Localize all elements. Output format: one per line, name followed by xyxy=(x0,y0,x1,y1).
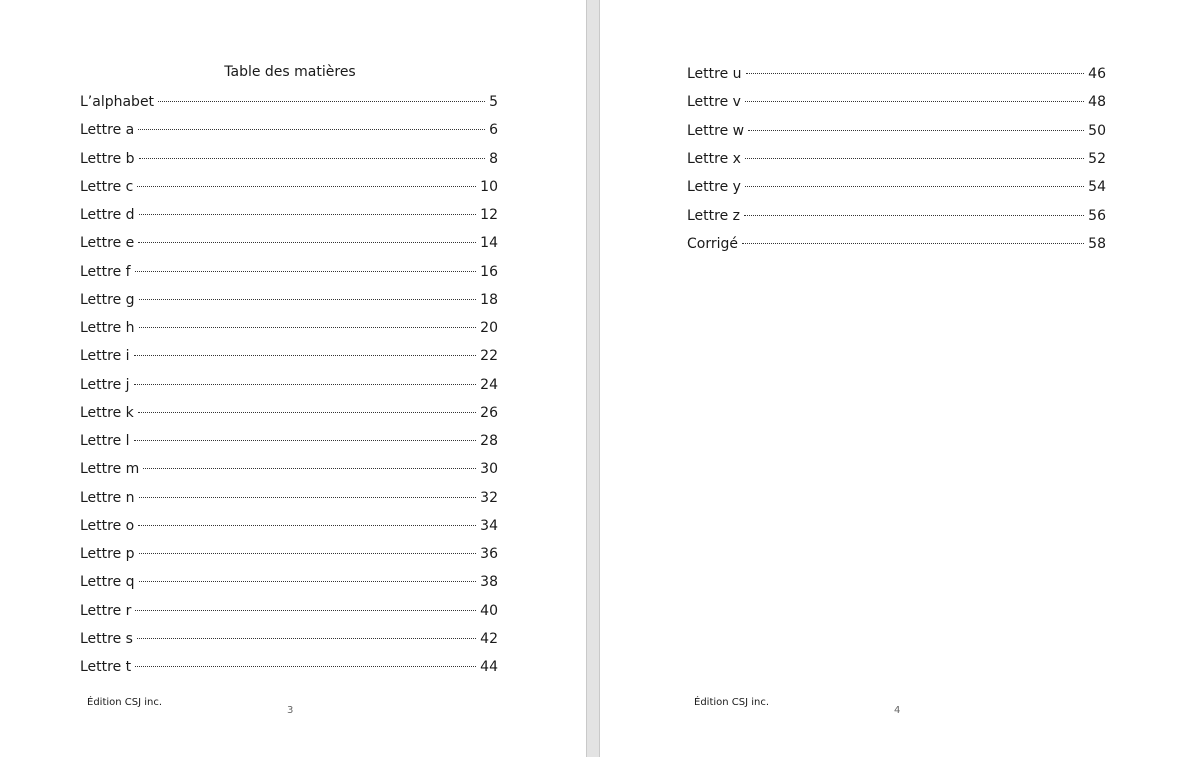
toc-dot-leader xyxy=(138,129,485,130)
toc-entry-page-number: 12 xyxy=(480,207,498,223)
toc-dot-leader xyxy=(158,101,485,102)
toc-dot-leader xyxy=(139,553,477,554)
toc-entry xyxy=(80,657,498,677)
toc-dot-leader xyxy=(745,158,1084,159)
toc-entry-page-number: 58 xyxy=(1088,235,1106,252)
toc-dot-leader xyxy=(137,638,476,639)
toc-entry-label: Lettre q xyxy=(80,574,135,591)
toc-entry-label: Lettre o xyxy=(80,517,135,534)
toc-entry-label: Lettre k xyxy=(80,404,134,421)
toc-entry xyxy=(80,459,498,479)
toc-entry xyxy=(687,92,1106,112)
toc-entry-page-number: 24 xyxy=(480,376,498,393)
toc-entry-page-number: 56 xyxy=(1088,207,1106,224)
toc-dot-leader xyxy=(744,215,1084,216)
toc-entry-page-number: 22 xyxy=(480,348,498,365)
toc-dot-leader xyxy=(138,412,476,413)
toc-entry-page-number: 16 xyxy=(480,263,498,280)
toc-entry-page-number: 6 xyxy=(489,122,498,139)
toc-dot-leader xyxy=(135,610,476,611)
toc-entry-label: Lettre r xyxy=(80,602,132,619)
toc-entry xyxy=(80,233,498,253)
toc-dot-leader xyxy=(745,186,1084,187)
toc-entry-label: Lettre b xyxy=(80,150,135,167)
toc-entry-label: Lettre v xyxy=(687,94,741,111)
toc-entry-label: Lettre p xyxy=(80,546,135,562)
toc-entry xyxy=(687,149,1106,169)
toc-dot-leader xyxy=(139,327,477,328)
toc-entry-page-number: 5 xyxy=(489,94,498,110)
toc-entry-page-number: 38 xyxy=(480,574,498,591)
toc-entry-page-number: 46 xyxy=(1088,66,1106,82)
toc-entry-label: Lettre y xyxy=(687,179,741,196)
toc-entry xyxy=(80,629,498,649)
toc-entry-label: Lettre a xyxy=(80,122,135,139)
toc-entry-page-number: 18 xyxy=(480,291,498,308)
toc-entry-label: Lettre m xyxy=(80,461,140,478)
toc-dot-leader xyxy=(134,384,477,385)
toc-entry-label: Lettre i xyxy=(80,348,130,365)
toc-dot-leader xyxy=(746,73,1085,74)
toc-dot-leader xyxy=(135,271,477,272)
toc-entry-label: Lettre z xyxy=(687,207,741,224)
page-number: 3 xyxy=(287,705,294,716)
toc-entry-label: Lettre f xyxy=(80,263,131,280)
toc-entry-page-number: 14 xyxy=(480,235,498,252)
toc-dot-leader xyxy=(139,158,486,159)
footer-publisher: Édition CSJ inc. xyxy=(694,697,770,708)
toc-dot-leader xyxy=(138,525,476,526)
toc-title: Table des matières xyxy=(224,64,356,80)
toc-entry-page-number: 54 xyxy=(1088,179,1106,196)
toc-entry-label: Lettre d xyxy=(80,207,135,223)
toc-entry xyxy=(687,177,1106,197)
toc-entry xyxy=(80,375,498,395)
toc-entry-page-number: 42 xyxy=(480,630,498,647)
toc-entry-label: Lettre c xyxy=(80,178,134,195)
toc-dot-leader xyxy=(134,355,477,356)
toc-dot-leader xyxy=(134,440,477,441)
document-page-right xyxy=(600,0,1188,757)
toc-dot-leader xyxy=(139,497,477,498)
toc-dot-leader xyxy=(742,243,1084,244)
toc-entry xyxy=(80,488,498,508)
toc-entry xyxy=(80,120,498,140)
toc-dot-leader xyxy=(139,581,477,582)
toc-dot-leader xyxy=(137,186,476,187)
toc-entry-label: Lettre x xyxy=(687,150,741,167)
toc-entry-label: Lettre w xyxy=(687,122,745,139)
toc-entry xyxy=(80,92,498,112)
toc-entry xyxy=(687,206,1106,226)
toc-entry-label: Lettre n xyxy=(80,489,135,506)
toc-dot-leader xyxy=(143,468,476,469)
toc-entry-label: Lettre e xyxy=(80,235,135,252)
toc-entry-label: Lettre j xyxy=(80,376,130,393)
toc-entry-label: Corrigé xyxy=(687,235,738,252)
toc-entry-page-number: 48 xyxy=(1088,94,1106,111)
toc-entry-label: Lettre u xyxy=(687,66,742,82)
toc-entry xyxy=(80,403,498,423)
toc-dot-leader xyxy=(138,242,476,243)
toc-entry xyxy=(80,516,498,536)
toc-entry xyxy=(80,346,498,366)
toc-entry xyxy=(80,205,498,225)
toc-entry-page-number: 32 xyxy=(480,489,498,506)
toc-entry-page-number: 44 xyxy=(480,659,498,675)
toc-entry-label: Lettre h xyxy=(80,320,135,336)
toc-entry-page-number: 10 xyxy=(480,178,498,195)
toc-entry xyxy=(80,262,498,282)
toc-entry-label: Lettre l xyxy=(80,433,130,449)
toc-entry xyxy=(687,121,1106,141)
toc-entry xyxy=(80,544,498,564)
toc-entry-page-number: 50 xyxy=(1088,122,1106,139)
toc-entry-page-number: 30 xyxy=(480,461,498,478)
toc-entry xyxy=(687,234,1106,254)
toc-entry-label: Lettre t xyxy=(80,659,132,675)
toc-entry xyxy=(687,64,1106,84)
page-gutter xyxy=(586,0,600,757)
toc-dot-leader xyxy=(745,101,1084,102)
toc-entry xyxy=(80,572,498,592)
toc-entry-label: Lettre s xyxy=(80,630,133,647)
toc-entry-page-number: 20 xyxy=(480,320,498,336)
document-page-left xyxy=(0,0,586,757)
toc-dot-leader xyxy=(139,214,477,215)
toc-entry xyxy=(80,149,498,169)
page-number: 4 xyxy=(894,705,901,716)
toc-entry-page-number: 40 xyxy=(480,602,498,619)
toc-dot-leader xyxy=(135,666,476,667)
toc-entry-page-number: 26 xyxy=(480,404,498,421)
toc-entry-page-number: 34 xyxy=(480,517,498,534)
toc-entry-page-number: 8 xyxy=(489,150,498,167)
toc-entry xyxy=(80,431,498,451)
toc-entry-label: L’alphabet xyxy=(80,94,155,110)
toc-entry-label: Lettre g xyxy=(80,291,135,308)
toc-entry-page-number: 36 xyxy=(480,546,498,562)
toc-entry xyxy=(80,318,498,338)
toc-entry xyxy=(80,177,498,197)
toc-entry-page-number: 52 xyxy=(1088,150,1106,167)
toc-entry xyxy=(80,601,498,621)
footer-publisher: Édition CSJ inc. xyxy=(87,697,163,708)
toc-entry-page-number: 28 xyxy=(480,433,498,449)
toc-dot-leader xyxy=(748,130,1084,131)
toc-entry xyxy=(80,290,498,310)
toc-dot-leader xyxy=(139,299,477,300)
